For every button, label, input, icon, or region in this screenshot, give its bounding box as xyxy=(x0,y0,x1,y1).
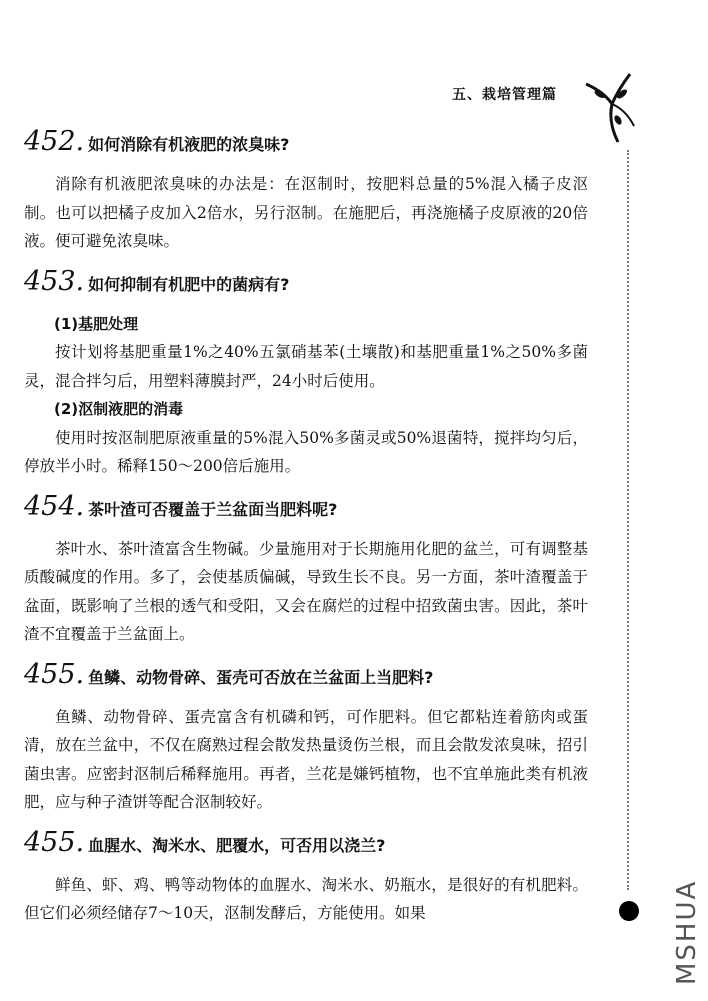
question-title: 如何抑制有机肥中的菌病有? xyxy=(88,274,290,294)
question-number: 455. xyxy=(24,658,85,690)
question-455a xyxy=(24,659,588,817)
question-heading xyxy=(24,126,588,170)
answer-paragraph: 茶叶水、茶叶渣富含生物碱。少量施用对于长期施用化肥的盆兰，可有调整基质酸碱度的作用。多了，会使基质偏碱，导致生长不良。另一方面，茶叶渣覆盖于盆面，既影响了兰根的透气和受阳，又会在腐烂的过程中招致菌虫害。因此，茶叶渣不宜覆盖于兰盆面上。 xyxy=(24,539,588,643)
question-title: 血腥水、淘米水、肥覆水，可否用以浇兰? xyxy=(88,835,386,855)
question-heading xyxy=(24,266,588,310)
question-heading xyxy=(24,827,588,871)
question-454 xyxy=(24,491,588,649)
question-title: 茶叶渣可否覆盖于兰盆面当肥料呢? xyxy=(88,499,338,519)
running-header: 五、栽培管理篇 xyxy=(452,87,557,103)
subheading: (1)基肥处理 xyxy=(54,314,139,333)
question-title: 如何消除有机液肥的浓臭味? xyxy=(88,135,290,154)
answer-paragraph: 鲜鱼、虾、鸡、鸭等动物体的血腥水、淘米水、奶瓶水，是很好的有机肥料。但它们必须经储存7～10天，沤制发酵后，方能使用。如果 xyxy=(24,875,588,922)
question-453 xyxy=(24,266,588,481)
question-number: 452. xyxy=(24,126,85,157)
answer-paragraph: 使用时按沤制肥原液重量的5%混入50%多菌灵或50%退菌特，搅拌均匀后，停放半小时。稀释150～200倍后施用。 xyxy=(24,428,588,475)
bullet-icon xyxy=(619,901,639,921)
page-content xyxy=(24,126,588,928)
watermark: MSHUA xyxy=(672,879,702,985)
question-heading xyxy=(24,659,588,703)
question-number: 454. xyxy=(24,490,85,522)
question-title: 鱼鳞、动物骨碎、蛋壳可否放在兰盆面上当肥料? xyxy=(88,667,434,687)
answer-paragraph: 消除有机液肥浓臭味的办法是：在沤制时，按肥料总量的5%混入橘子皮沤制。也可以把橘子皮加入2倍水，另行沤制。在施肥后，再浇施橘子皮原液的20倍液。便可避免浓臭味。 xyxy=(24,175,588,250)
answer-paragraph: 鱼鳞、动物骨碎、蛋壳富含有机磷和钙，可作肥料。但它都粘连着筋肉或蛋清，放在兰盆中，不仅在腐熟过程会散发热量烫伤兰根，而且会散发浓臭味，招引菌虫害。应密封沤制后稀释施用。再者，兰花是嫌钙植物，也不宜单施此类有机液肥，应与种子渣饼等配合沤制较好。 xyxy=(24,707,588,811)
question-452 xyxy=(24,126,588,256)
question-455b xyxy=(24,827,588,928)
question-number: 455. xyxy=(24,826,85,858)
answer-paragraph: 按计划将基肥重量1%之40%五氯硝基苯(土壤散)和基肥重量1%之50%多菌灵，混合拌匀后，用塑料薄膜封严，24小时后使用。 xyxy=(24,343,588,390)
question-number: 453. xyxy=(24,265,85,297)
subheading: (2)沤制液肥的消毒 xyxy=(54,400,184,418)
question-heading xyxy=(24,491,588,535)
margin-dotted-line xyxy=(627,150,629,890)
